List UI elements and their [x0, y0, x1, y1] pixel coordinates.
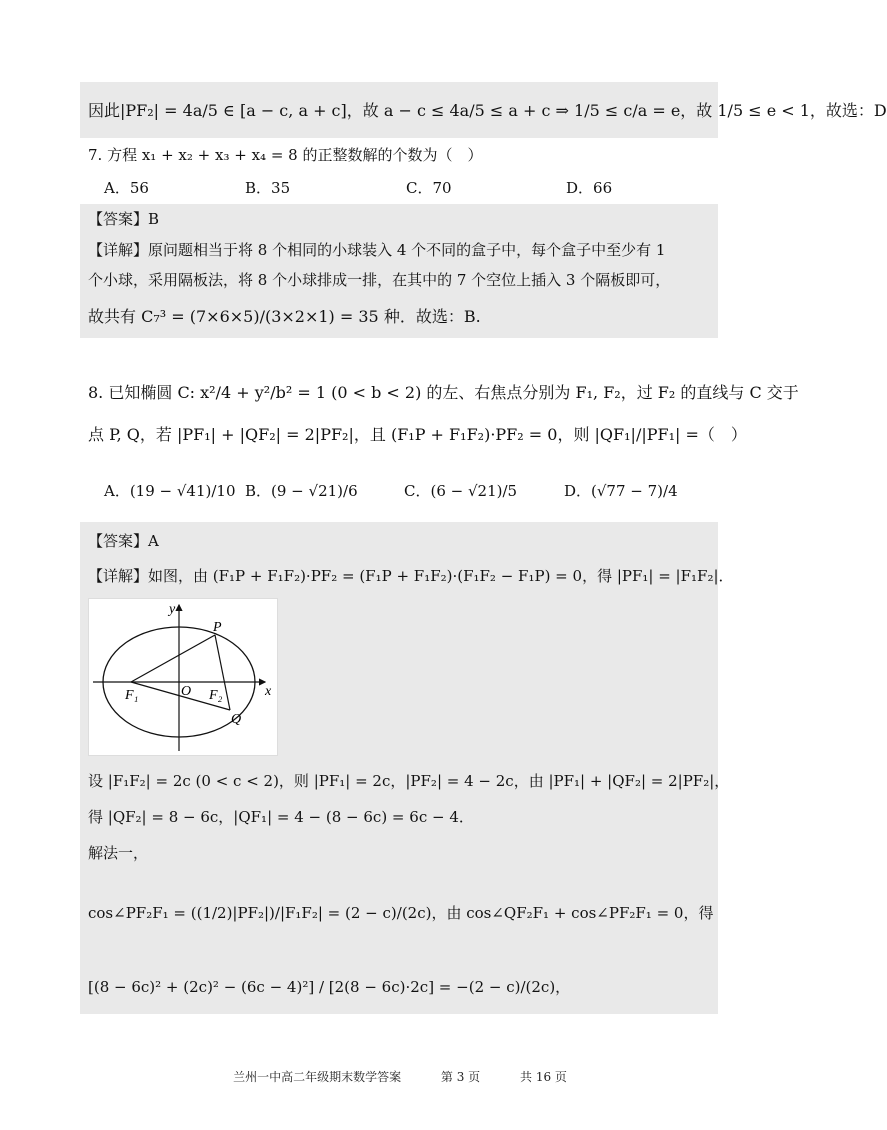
solution-block-8: [80, 522, 718, 1014]
footer-page-number: 第 3 页: [440, 1070, 481, 1084]
question-7: 7. 方程 x₁ + x₂ + x₃ + x₄ = 8 的正整数解的个数为（ ）: [88, 146, 483, 164]
detail-7-line-1: 【详解】原问题相当于将 8 个相同的小球装入 4 个不同的盒子中，每个盒子中至少有 1: [88, 241, 666, 259]
detail-7-line-3: 故共有 C₇³ = (7×6×5)/(3×2×1) = 35 种．故选：B.: [88, 307, 481, 326]
label-y: y: [169, 602, 176, 617]
label-p: P: [213, 620, 222, 635]
detail-8-line-1: 【详解】如图，由 (F₁P + F₁F₂)·PF₂ = (F₁P + F₁F₂)·(F₁F₂ − F₁P) = 0，得 |PF₁| = |F₁F₂|．: [88, 567, 734, 585]
label-x: x: [265, 684, 272, 699]
label-f2: F₂: [209, 688, 223, 703]
page-footer: [0, 1068, 800, 1085]
footer-title: 兰州一中高二年级期末数学答案: [233, 1070, 402, 1084]
detail-8-setup-1: 设 |F₁F₂| = 2c (0 < c < 2)，则 |PF₁| = 2c，|PF₂| = 4 − 2c，由 |PF₁| + |QF₂| = 2|PF₂|，: [88, 772, 730, 790]
segment-f1p: [131, 635, 215, 682]
q7-option-b: B．35: [245, 179, 291, 197]
detail-8-setup-2: 得 |QF₂| = 8 − 6c，|QF₁| = 4 − (8 − 6c) = 6c − 4．: [88, 808, 474, 826]
label-f1: F₁: [125, 688, 139, 703]
label-o: O: [181, 684, 192, 699]
question-8-line-2: 点 P, Q，若 |PF₁| + |QF₂| = 2|PF₂|，且 (F₁P + F₁F₂)·PF₂ = 0，则 |QF₁|/|PF₁| =（ ）: [88, 425, 747, 444]
answer-8: 【答案】A: [88, 532, 159, 550]
q8-option-c: C．(6 − √21)/5: [404, 482, 518, 500]
detail-8-equation: [(8 − 6c)² + (2c)² − (6c − 4)²] / [2(8 − 6c)·2c] = −(2 − c)/(2c)，: [88, 978, 571, 996]
q7-option-c: C．70: [406, 179, 452, 197]
ellipse-diagram: [89, 599, 277, 755]
q7-option-d: D．66: [566, 179, 613, 197]
detail-8-cos-line: cos∠PF₂F₁ = ((1/2)|PF₂|)/|F₁F₂| = (2 − c)/(2c)，由 cos∠QF₂F₁ + cos∠PF₂F₁ = 0，得: [88, 904, 714, 922]
footer-page-total: 共 16 页: [520, 1070, 567, 1084]
method-one-label: 解法一，: [88, 844, 149, 862]
ellipse-figure: [88, 598, 278, 756]
label-q: Q: [231, 712, 242, 727]
q8-option-b: B．(9 − √21)/6: [245, 482, 358, 500]
q8-option-a: A．(19 − √41)/10: [104, 482, 236, 500]
question-8-line-1: 8. 已知椭圆 C: x²/4 + y²/b² = 1 (0 < b < 2) 的左、右焦点分别为 F₁, F₂，过 F₂ 的直线与 C 交于: [88, 383, 799, 402]
answer-7: 【答案】B: [88, 210, 160, 228]
q8-option-d: D．(√77 − 7)/4: [564, 482, 678, 500]
solution-6-conclusion: 因此|PF₂| = 4a/5 ∈ [a − c, a + c]，故 a − c ≤ 4a/5 ≤ a + c ⇒ 1/5 ≤ c/a = e，故 1/5 ≤ e < 1，故选：D: [88, 101, 887, 120]
q7-option-a: A．56: [104, 179, 149, 197]
detail-7-line-2: 个小球，采用隔板法，将 8 个小球排成一排，在其中的 7 个空位上插入 3 个隔板即可，: [88, 271, 671, 289]
